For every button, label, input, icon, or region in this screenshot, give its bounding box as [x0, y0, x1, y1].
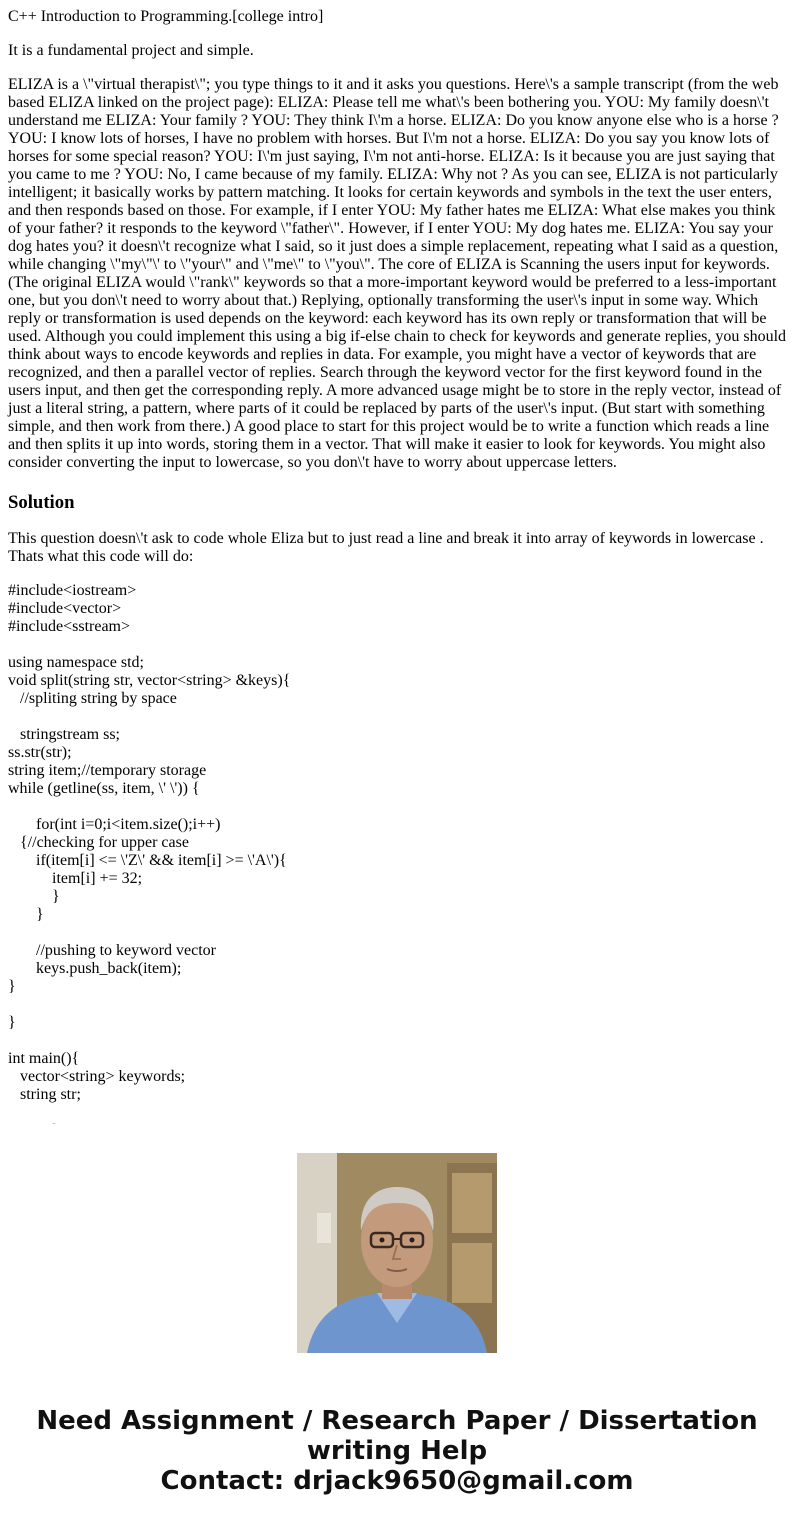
- promo-banner: [0, 1124, 794, 1523]
- tutor-portrait-icon: [297, 1153, 497, 1353]
- solution-code: #include<iostream> #include<vector> #include<sstream> using namespace std; void split(string str, vector<string> &keys){ //spliting string by space stringstream ss; ss.str(str); string item;//temporary storage while (getline(ss, item, \' \')) { for(int i=0;i<item.size();i++) {//checking for upper case if(item[i] <= \'Z\' && item[i] >= \'A\'){ item[i] += 32; } } //pushing to keyword vector keys.push_back(item); } } int main(){ vector<string> keywords; string str;: [8, 582, 291, 1103]
- promo-line-1: Need Assignment / Research Paper / Dissertation: [36, 1406, 758, 1436]
- promo-text: [0, 1406, 794, 1496]
- promo-line-2: writing Help: [306, 1436, 488, 1466]
- promo-contact: Contact: drjack9650@gmail.com: [160, 1466, 634, 1496]
- article: [8, 8, 788, 1124]
- question-body: ELIZA is a \"virtual therapist\"; you type things to it and it asks you questions. Here\'s a sample transcript (from the web based ELIZA linked on the project page): ELIZA: Please tell me what\'s been bothering you. YOU: My family doesn\'t understand me ELIZA: Your family ? YOU: They think I\'m a horse. ELIZA: Do you know anyone else who is a horse ? YOU: I know lots of horses, I have no problem with horses. But I\'m not a horse. ELIZA: Do you say you know lots of horses for some special reason? YOU: I\'m just saying, I\'m not anti-horse. ELIZA: Is it because you are just saying that you came to me ? YOU: No, I came because of my family. ELIZA: Why not ? As you can see, ELIZA is not particularly intelligent; it basically works by pattern matching. It looks for certain keywords and symbols in the text the user enters, and then responds based on those. For example, if I enter YOU: My father hates me ELIZA: What else makes you think of your father? it responds to the keyword \"father\". However, if I enter YOU: My dog hates me. ELIZA: You say your dog hates you? it doesn\'t recognize what I said, so it just does a simple replacement, repeating what I said as a question, while changing \"my\"\' to \"your\" and \"me\" to \"you\". The core of ELIZA is Scanning the users input for keywords. (The original ELIZA would \"rank\" keywords so that a more-important keyword would be preferred to a less-important one, but you don\'t need to worry about that.) Replying, optionally transforming the user\'s input in some way. Which reply or transformation is used depends on the keyword: each keyword has its own reply or transformation that will be used. Although you could implement this using a big if-else chain to check for keywords and generate replies, you should think about ways to encode keywords and replies in data. For example, you might have a vector of keywords that are recognized, and then a parallel vector of replies. Search through the keyword vector for the first keyword found in the users input, and then get the corresponding reply. A more advanced usage might be to store in the reply vector, instead of just a literal string, a pattern, where parts of it could be replaced by parts of the user\'s input. (But start with something simple, and then work from there.) A good place to start for this project would be to write a function which reads a line and then splits it up into words, storing them in a vector. That will make it easier to look for keywords. You might also consider converting the input to lowercase, so you don\'t have to worry about uppercase letters.: [8, 76, 787, 471]
- question-summary: It is a fundamental project and simple.: [8, 42, 254, 59]
- solution-intro: This question doesn\'t ask to code whole Eliza but to just read a line and break it into array of keywords in lowercase . Thats what this code will do:: [8, 530, 764, 565]
- solution-heading: Solution: [8, 492, 75, 513]
- tutor-avatar: [297, 1153, 497, 1353]
- question-title: C++ Introduction to Programming.[college intro]: [8, 8, 324, 25]
